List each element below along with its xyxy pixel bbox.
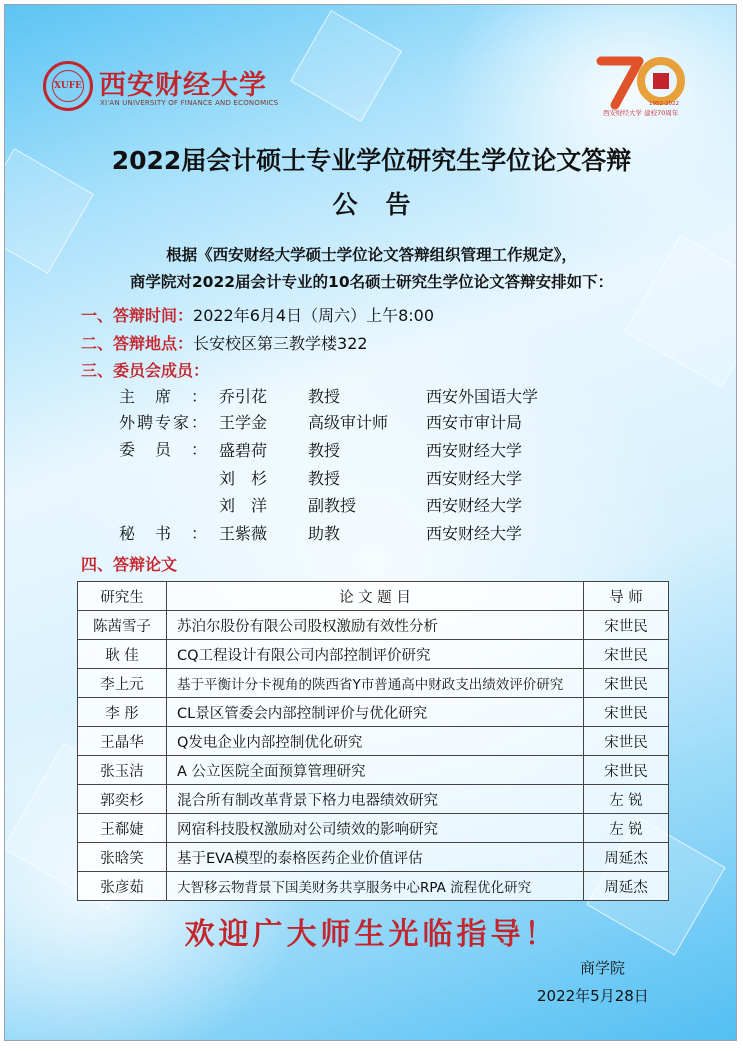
committee-role: 秘书： xyxy=(119,524,207,543)
advisor-cell: 宋世民 xyxy=(584,756,669,785)
table-row xyxy=(78,611,669,640)
committee-title: 教授 xyxy=(308,469,341,488)
committee-name: 王学金 xyxy=(219,413,268,432)
committee-title: 教授 xyxy=(308,387,341,406)
university-logo xyxy=(43,61,279,115)
student-cell: 耿 佳 xyxy=(78,640,167,669)
committee-role: 委员： xyxy=(119,440,207,459)
table-row xyxy=(78,843,669,872)
advisor-cell: 周延杰 xyxy=(584,843,669,872)
committee-role: 外聘专家： xyxy=(119,413,207,432)
topic-cell: Q发电企业内部控制优化研究 xyxy=(167,727,584,756)
committee-org: 西安财经大学 xyxy=(426,524,523,543)
thesis-table xyxy=(77,581,669,901)
intro-line-1: 根据《西安财经大学硕士学位论文答辩组织管理工作规定》， xyxy=(166,246,577,264)
table-row xyxy=(78,785,669,814)
committee-title: 教授 xyxy=(308,441,341,460)
student-cell: 张玉洁 xyxy=(78,756,167,785)
student-cell: 李 彤 xyxy=(78,698,167,727)
anniversary-years: 1952-2022 xyxy=(649,101,679,107)
student-cell: 李上元 xyxy=(78,669,167,698)
university-name-cn: 西安财经大学 xyxy=(99,70,267,101)
advisor-cell: 周延杰 xyxy=(584,872,669,901)
table-header-row xyxy=(78,582,669,611)
defense-time-value: 2022年6月4日（周六）上午8:00 xyxy=(193,306,435,325)
committee-org: 西安财经大学 xyxy=(426,496,523,515)
page-subtitle: 公告 xyxy=(332,190,439,219)
student-cell: 王晶华 xyxy=(78,727,167,756)
committee-org: 西安外国语大学 xyxy=(426,387,539,406)
topic-cell: 基于平衡计分卡视角的陕西省Y市普通高中财政支出绩效评价研究 xyxy=(167,669,584,698)
column-header-advisor: 导 师 xyxy=(584,582,669,611)
anniversary-caption: 西安财经大学 建校70周年 xyxy=(603,109,679,117)
committee-name: 刘杉 xyxy=(219,469,267,488)
defense-place-value: 长安校区第三教学楼322 xyxy=(193,334,368,353)
topic-cell: A 公立医院全面预算管理研究 xyxy=(167,756,584,785)
defense-place-label: 二、答辩地点： xyxy=(81,334,194,353)
table-row xyxy=(78,698,669,727)
advisor-cell: 左 锐 xyxy=(584,814,669,843)
topic-cell: CL景区管委会内部控制评价与优化研究 xyxy=(167,698,584,727)
column-header-topic: 论 文 题 目 xyxy=(167,582,584,611)
advisor-cell: 宋世民 xyxy=(584,611,669,640)
university-name-en: XI'AN UNIVERSITY OF FINANCE AND ECONOMICS xyxy=(100,99,279,107)
committee-name: 盛碧荷 xyxy=(219,441,268,460)
advisor-cell: 宋世民 xyxy=(584,727,669,756)
topic-cell: 大智移云物背景下国美财务共享服务中心RPA 流程优化研究 xyxy=(167,872,584,901)
advisor-cell: 左 锐 xyxy=(584,785,669,814)
committee-org: 西安财经大学 xyxy=(426,469,523,488)
committee-org: 西安市审计局 xyxy=(426,413,523,432)
committee-role: 主席： xyxy=(119,387,207,406)
committee-heading: 三、委员会成员： xyxy=(81,361,210,380)
topic-cell: 苏泊尔股份有限公司股权激励有效性分析 xyxy=(167,611,584,640)
advisor-cell: 宋世民 xyxy=(584,669,669,698)
table-row xyxy=(78,756,669,785)
student-cell: 张晗笑 xyxy=(78,843,167,872)
decor-hexagon xyxy=(290,10,402,122)
topic-cell: CQ工程设计有限公司内部控制评价研究 xyxy=(167,640,584,669)
intro-line-2: 商学院对2022届会计专业的10名硕士研究生学位论文答辩安排如下： xyxy=(129,273,614,291)
topic-cell: 基于EVA模型的泰格医药企业价值评估 xyxy=(167,843,584,872)
page-title: 2022届会计硕士专业学位研究生学位论文答辩 xyxy=(111,146,632,175)
student-cell: 张彦茹 xyxy=(78,872,167,901)
student-cell: 王郗婕 xyxy=(78,814,167,843)
table-row xyxy=(78,872,669,901)
committee-name: 王紫薇 xyxy=(219,524,268,543)
issue-date: 2022年5月28日 xyxy=(537,987,649,1005)
table-row xyxy=(78,814,669,843)
thesis-heading: 四、答辩论文 xyxy=(81,555,178,574)
advisor-cell: 宋世民 xyxy=(584,698,669,727)
committee-title: 助教 xyxy=(308,524,341,543)
defense-place-row xyxy=(81,331,368,354)
committee-title: 副教授 xyxy=(308,496,357,515)
defense-time-row xyxy=(81,303,434,326)
welcome-banner: 欢迎广大师生光临指导！ xyxy=(184,917,559,952)
table-row xyxy=(78,727,669,756)
issuing-organization: 商学院 xyxy=(580,959,626,977)
defense-time-label: 一、答辩时间： xyxy=(81,306,194,325)
topic-cell: 网宿科技股权激励对公司绩效的影响研究 xyxy=(167,814,584,843)
committee-title: 高级审计师 xyxy=(308,413,389,432)
topic-cell: 混合所有制改革背景下格力电器绩效研究 xyxy=(167,785,584,814)
column-header-student: 研究生 xyxy=(78,582,167,611)
student-cell: 陈茜雪子 xyxy=(78,611,167,640)
committee-name: 乔引花 xyxy=(219,387,268,406)
table-row xyxy=(78,640,669,669)
student-cell: 郭奕杉 xyxy=(78,785,167,814)
table-row xyxy=(78,669,669,698)
committee-org: 西安财经大学 xyxy=(426,441,523,460)
committee-name: 刘洋 xyxy=(219,496,267,515)
university-seal-icon: XUFE xyxy=(43,61,93,111)
announcement-poster xyxy=(4,4,737,1041)
advisor-cell: 宋世民 xyxy=(584,640,669,669)
anniversary-logo xyxy=(593,53,693,125)
